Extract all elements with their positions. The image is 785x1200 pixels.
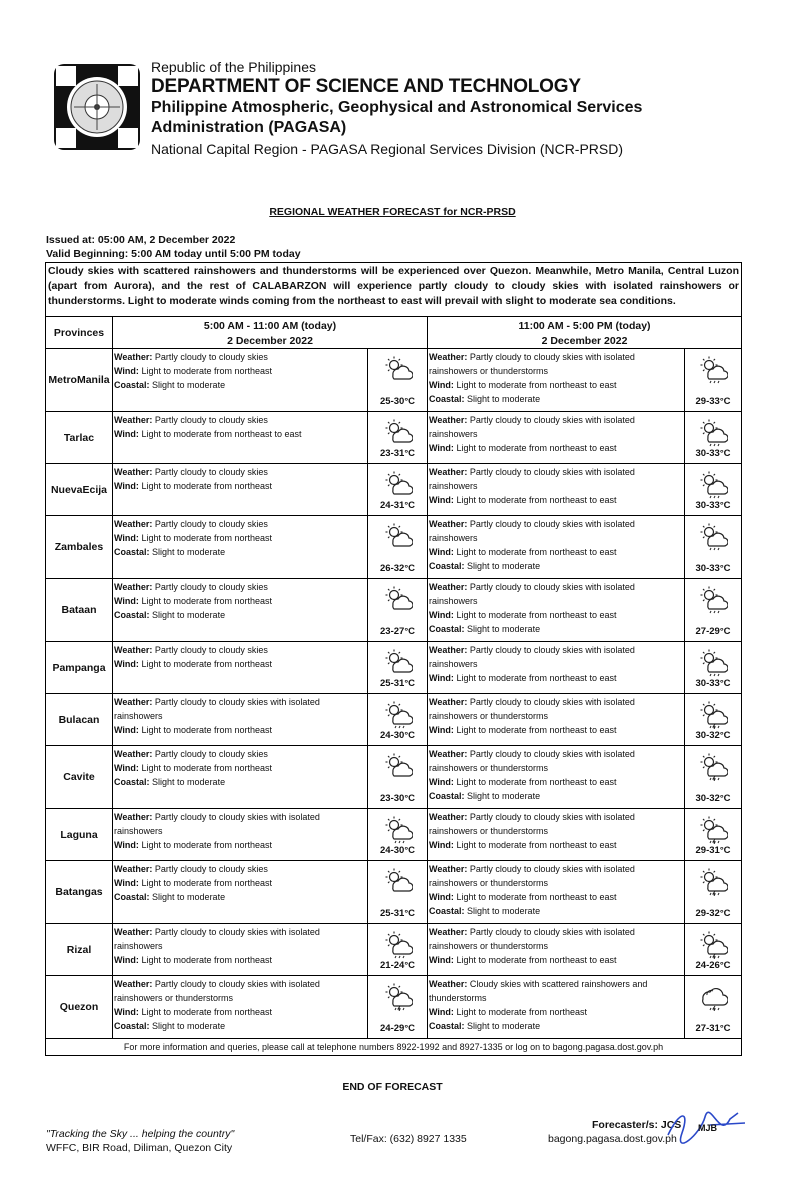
table-row <box>46 349 741 412</box>
province-name: Bulacan <box>46 694 113 745</box>
pm-forecast <box>428 516 685 578</box>
weather-label: Weather: <box>429 812 468 822</box>
coastal-text: Slight to moderate <box>467 561 541 571</box>
valid-period: Valid Beginning: 5:00 AM today until 5:00 PM today <box>46 248 301 260</box>
header-period-pm <box>428 317 741 348</box>
wind-text: Light to moderate from northeast <box>141 366 273 376</box>
end-of-forecast: END OF FORECAST <box>342 1081 443 1093</box>
am-forecast <box>113 976 368 1038</box>
weather-text: Partly cloudy to cloudy skies with isolated rainshowers or thunderstorms <box>429 749 635 773</box>
weather-label: Weather: <box>114 467 153 477</box>
pm-temperature: 30-32°C <box>695 793 731 804</box>
wind-text: Light to moderate from northeast to east <box>456 495 617 505</box>
partly-cloudy-rain-icon <box>698 417 728 447</box>
pm-forecast <box>428 809 685 860</box>
weather-text: Partly cloudy to cloudy skies with isolated rainshowers <box>429 415 635 439</box>
header-pm-date: 2 December 2022 <box>541 335 628 347</box>
table-row <box>46 809 741 861</box>
am-icon-cell <box>368 349 428 411</box>
weather-text: Partly cloudy to cloudy skies with isolated rainshowers <box>429 519 635 543</box>
pm-icon-cell <box>685 464 741 515</box>
weather-text: Partly cloudy to cloudy skies with isolated rainshowers or thunderstorms <box>429 927 635 951</box>
pm-temperature: 30-32°C <box>695 730 731 741</box>
wind-text: Light to moderate from northeast <box>141 725 273 735</box>
pm-forecast <box>428 924 685 975</box>
wind-label: Wind: <box>429 725 454 735</box>
coastal-text: Slight to moderate <box>467 791 541 801</box>
partly-cloudy-rain-icon <box>698 647 728 677</box>
weather-label: Weather: <box>114 812 153 822</box>
table-row <box>46 746 741 809</box>
wind-label: Wind: <box>429 443 454 453</box>
pm-temperature: 24-26°C <box>695 960 731 971</box>
am-temperature: 25-31°C <box>380 908 415 919</box>
wind-text: Light to moderate from northeast <box>141 955 273 965</box>
pm-temperature: 30-33°C <box>695 500 731 511</box>
coastal-text: Slight to moderate <box>152 777 226 787</box>
weather-text: Partly cloudy to cloudy skies <box>154 352 268 362</box>
table-row <box>46 976 741 1039</box>
wind-text: Light to moderate from northeast <box>141 596 273 606</box>
partly-cloudy-icon <box>383 584 413 614</box>
header-agency-line2: Administration (PAGASA) <box>151 119 347 136</box>
wind-text: Light to moderate from northeast to east <box>141 429 302 439</box>
weather-label: Weather: <box>429 352 468 362</box>
partly-cloudy-icon <box>383 751 413 781</box>
wind-label: Wind: <box>429 610 454 620</box>
pm-icon-cell <box>685 746 741 808</box>
wind-label: Wind: <box>429 840 454 850</box>
weather-text: Partly cloudy to cloudy skies with isolated rainshowers <box>114 697 320 721</box>
wind-text: Light to moderate from northeast <box>141 840 273 850</box>
wind-text: Light to moderate from northeast <box>141 878 273 888</box>
weather-label: Weather: <box>114 519 153 529</box>
weather-text: Partly cloudy to cloudy skies <box>154 467 268 477</box>
wind-label: Wind: <box>114 429 139 439</box>
wind-text: Light to moderate from northeast <box>456 1007 588 1017</box>
partly-cloudy-rain-icon <box>383 699 413 729</box>
pm-temperature: 27-31°C <box>695 1023 731 1034</box>
pm-temperature: 29-32°C <box>695 908 731 919</box>
pm-forecast <box>428 642 685 693</box>
coastal-label: Coastal: <box>429 394 465 404</box>
wind-label: Wind: <box>429 1007 454 1017</box>
partly-cloudy-rain-icon <box>698 469 728 499</box>
weather-text: Partly cloudy to cloudy skies with isolated rainshowers <box>114 927 320 951</box>
am-icon-cell <box>368 412 428 463</box>
am-icon-cell <box>368 976 428 1038</box>
table-row <box>46 694 741 746</box>
pm-forecast <box>428 694 685 745</box>
header-am-time: 5:00 AM - 11:00 AM (today) <box>203 320 337 332</box>
weather-label: Weather: <box>114 645 153 655</box>
header-am-date: 2 December 2022 <box>227 335 313 347</box>
weather-text: Partly cloudy to cloudy skies with isolated rainshowers <box>429 467 635 491</box>
coastal-label: Coastal: <box>429 791 465 801</box>
wind-text: Light to moderate from northeast to east <box>456 610 617 620</box>
coastal-label: Coastal: <box>429 624 465 634</box>
weather-text: Partly cloudy to cloudy skies with isolated rainshowers <box>114 812 320 836</box>
am-icon-cell <box>368 861 428 923</box>
pm-forecast <box>428 976 685 1038</box>
wind-label: Wind: <box>429 495 454 505</box>
header-pm-time: 11:00 AM - 5:00 PM (today) <box>518 320 651 332</box>
coastal-label: Coastal: <box>429 906 465 916</box>
am-temperature: 26-32°C <box>380 563 415 574</box>
wind-label: Wind: <box>429 547 454 557</box>
weather-label: Weather: <box>429 979 468 989</box>
am-icon-cell <box>368 516 428 578</box>
pm-icon-cell <box>685 642 741 693</box>
weather-label: Weather: <box>429 519 468 529</box>
pm-icon-cell <box>685 809 741 860</box>
am-temperature: 25-30°C <box>380 396 415 407</box>
pm-forecast <box>428 464 685 515</box>
coastal-label: Coastal: <box>114 380 150 390</box>
pm-temperature: 29-33°C <box>695 396 731 407</box>
coastal-text: Slight to moderate <box>467 906 541 916</box>
am-temperature: 24-30°C <box>380 730 415 741</box>
address: WFFC, BIR Road, Diliman, Quezon City <box>46 1142 233 1154</box>
pm-temperature: 27-29°C <box>695 626 731 637</box>
header-agency-line1: Philippine Atmospheric, Geophysical and Astronomical Services <box>151 99 643 116</box>
partly-cloudy-rain-icon <box>698 584 728 614</box>
wind-label: Wind: <box>429 955 454 965</box>
pm-icon-cell <box>685 349 741 411</box>
partly-cloudy-rain-icon <box>698 354 728 384</box>
pm-icon-cell <box>685 694 741 745</box>
weather-text: Partly cloudy to cloudy skies with isolated rainshowers or thunderstorms <box>114 979 320 1003</box>
table-row <box>46 861 741 924</box>
weather-label: Weather: <box>114 927 153 937</box>
wind-text: Light to moderate from northeast <box>141 763 273 773</box>
am-temperature: 24-30°C <box>380 845 415 856</box>
weather-text: Partly cloudy to cloudy skies with isolated rainshowers or thunderstorms <box>429 812 635 836</box>
table-row <box>46 516 741 579</box>
weather-label: Weather: <box>114 979 153 989</box>
am-temperature: 23-27°C <box>380 626 415 637</box>
weather-label: Weather: <box>429 467 468 477</box>
signature-image <box>660 1105 750 1145</box>
am-icon-cell <box>368 642 428 693</box>
weather-label: Weather: <box>429 864 468 874</box>
am-temperature: 23-31°C <box>380 448 415 459</box>
am-forecast <box>113 349 368 411</box>
header-provinces: Provinces <box>46 317 113 348</box>
header-republic: Republic of the Philippines <box>151 59 316 75</box>
coastal-label: Coastal: <box>114 610 150 620</box>
weather-label: Weather: <box>429 927 468 937</box>
am-forecast <box>113 746 368 808</box>
am-forecast <box>113 694 368 745</box>
province-name: MetroManila <box>46 349 113 411</box>
weather-label: Weather: <box>114 415 153 425</box>
contact-info: For more information and queries, please call at telephone numbers 8922-1992 and 8927-1335 or log on to bagong.pagasa.dost.gov.ph <box>123 1042 664 1052</box>
motto: "Tracking the Sky ... helping the country" <box>46 1128 235 1140</box>
pm-icon-cell <box>685 579 741 641</box>
forecast-table <box>45 262 742 1056</box>
table-header <box>46 317 741 349</box>
table-row <box>46 924 741 976</box>
wind-label: Wind: <box>114 763 139 773</box>
cloudy-storm-icon <box>698 981 728 1011</box>
coastal-label: Coastal: <box>114 892 150 902</box>
partly-cloudy-storm-icon <box>698 699 728 729</box>
weather-text: Partly cloudy to cloudy skies <box>154 519 268 529</box>
wind-label: Wind: <box>114 878 139 888</box>
issue-info <box>46 233 301 261</box>
wind-label: Wind: <box>114 533 139 543</box>
weather-label: Weather: <box>429 415 468 425</box>
forecast-summary: Cloudy skies with scattered rainshowers and thunderstorms will be experienced over Quezon. Meanwhile, Metro Manila, Central Luzon (apart from Aurora), and the rest of CALABARZON will experience partly cloudy to cloudy skies with isolated rainshowers or thunderstorms. Light to moderate winds coming from the northeast to east will prevail with slight to moderate sea conditions. <box>46 263 741 317</box>
pm-icon-cell <box>685 976 741 1038</box>
wind-label: Wind: <box>114 840 139 850</box>
am-icon-cell <box>368 464 428 515</box>
wind-text: Light to moderate from northeast to east <box>456 673 617 683</box>
weather-text: Partly cloudy to cloudy skies <box>154 582 268 592</box>
weather-label: Weather: <box>114 697 153 707</box>
letterhead <box>151 58 771 159</box>
pm-forecast <box>428 861 685 923</box>
am-forecast <box>113 516 368 578</box>
am-icon-cell <box>368 579 428 641</box>
wind-text: Light to moderate from northeast to east <box>456 840 617 850</box>
pm-forecast <box>428 349 685 411</box>
pm-forecast <box>428 746 685 808</box>
forecaster: Forecaster/s: JCS <box>592 1119 682 1131</box>
wind-text: Light to moderate from northeast <box>141 659 273 669</box>
partly-cloudy-rain-icon <box>383 929 413 959</box>
wind-label: Wind: <box>114 366 139 376</box>
am-icon-cell <box>368 746 428 808</box>
wind-label: Wind: <box>114 725 139 735</box>
coastal-label: Coastal: <box>429 1021 465 1031</box>
website: bagong.pagasa.dost.gov.ph <box>548 1133 677 1145</box>
am-forecast <box>113 412 368 463</box>
document-title: REGIONAL WEATHER FORECAST for NCR-PRSD <box>269 206 516 218</box>
coastal-text: Slight to moderate <box>152 1021 226 1031</box>
weather-label: Weather: <box>114 864 153 874</box>
pm-icon-cell <box>685 861 741 923</box>
coastal-label: Coastal: <box>114 777 150 787</box>
header-period-am <box>113 317 428 348</box>
coastal-label: Coastal: <box>114 1021 150 1031</box>
wind-text: Light to moderate from northeast <box>141 1007 273 1017</box>
partly-cloudy-storm-icon <box>698 814 728 844</box>
wind-label: Wind: <box>429 892 454 902</box>
weather-text: Partly cloudy to cloudy skies with isolated rainshowers or thunderstorms <box>429 864 635 888</box>
table-row <box>46 579 741 642</box>
issued-at: Issued at: 05:00 AM, 2 December 2022 <box>46 234 236 246</box>
province-name: Batangas <box>46 861 113 923</box>
wind-text: Light to moderate from northeast to east <box>456 443 617 453</box>
coastal-text: Slight to moderate <box>152 380 226 390</box>
province-name: Cavite <box>46 746 113 808</box>
province-name: Laguna <box>46 809 113 860</box>
header-division: National Capital Region - PAGASA Regional Services Division (NCR-PRSD) <box>151 141 624 157</box>
weather-label: Weather: <box>429 749 468 759</box>
weather-text: Partly cloudy to cloudy skies <box>154 645 268 655</box>
wind-label: Wind: <box>114 596 139 606</box>
weather-text: Partly cloudy to cloudy skies <box>154 864 268 874</box>
wind-text: Light to moderate from northeast to east <box>456 547 617 557</box>
pm-temperature: 29-31°C <box>695 845 731 856</box>
coastal-label: Coastal: <box>429 561 465 571</box>
pm-temperature: 30-33°C <box>695 448 731 459</box>
wind-text: Light to moderate from northeast to east <box>456 725 617 735</box>
coastal-label: Coastal: <box>114 547 150 557</box>
province-name: Pampanga <box>46 642 113 693</box>
partly-cloudy-storm-icon <box>698 929 728 959</box>
pm-icon-cell <box>685 412 741 463</box>
wind-label: Wind: <box>114 955 139 965</box>
province-name: Zambales <box>46 516 113 578</box>
partly-cloudy-icon <box>383 469 413 499</box>
table-row <box>46 412 741 464</box>
am-temperature: 23-30°C <box>380 793 415 804</box>
pm-forecast <box>428 579 685 641</box>
coastal-text: Slight to moderate <box>152 547 226 557</box>
province-name: NuevaEcija <box>46 464 113 515</box>
footer-address-block <box>46 1127 234 1155</box>
am-forecast <box>113 642 368 693</box>
weather-label: Weather: <box>429 582 468 592</box>
wind-label: Wind: <box>429 777 454 787</box>
weather-text: Partly cloudy to cloudy skies with isolated rainshowers or thunderstorms <box>429 697 635 721</box>
table-row <box>46 642 741 694</box>
am-forecast <box>113 809 368 860</box>
province-name: Quezon <box>46 976 113 1038</box>
pm-icon-cell <box>685 924 741 975</box>
coastal-text: Slight to moderate <box>467 624 541 634</box>
wind-label: Wind: <box>429 380 454 390</box>
wind-text: Light to moderate from northeast to east <box>456 380 617 390</box>
weather-text: Partly cloudy to cloudy skies with isolated rainshowers <box>429 645 635 669</box>
partly-cloudy-storm-icon <box>698 751 728 781</box>
province-name: Rizal <box>46 924 113 975</box>
province-name: Tarlac <box>46 412 113 463</box>
partly-cloudy-icon <box>383 417 413 447</box>
pagasa-logo <box>54 64 140 150</box>
weather-text: Cloudy skies with scattered rainshowers and thunderstorms <box>429 979 648 1003</box>
weather-label: Weather: <box>429 697 468 707</box>
telephone: Tel/Fax: (632) 8927 1335 <box>350 1133 467 1145</box>
am-icon-cell <box>368 809 428 860</box>
partly-cloudy-icon <box>383 866 413 896</box>
wind-label: Wind: <box>114 659 139 669</box>
am-temperature: 24-31°C <box>380 500 415 511</box>
pm-temperature: 30-33°C <box>695 678 731 689</box>
pm-icon-cell <box>685 516 741 578</box>
header-department: DEPARTMENT OF SCIENCE AND TECHNOLOGY <box>151 76 581 97</box>
partly-cloudy-storm-icon <box>383 981 413 1011</box>
wind-label: Wind: <box>114 481 139 491</box>
wind-text: Light to moderate from northeast <box>141 533 273 543</box>
province-name: Bataan <box>46 579 113 641</box>
partly-cloudy-icon <box>383 354 413 384</box>
partly-cloudy-icon <box>383 521 413 551</box>
table-row <box>46 464 741 516</box>
am-forecast <box>113 579 368 641</box>
wind-label: Wind: <box>114 1007 139 1017</box>
wind-label: Wind: <box>429 673 454 683</box>
coastal-text: Slight to moderate <box>152 892 226 902</box>
am-icon-cell <box>368 924 428 975</box>
coastal-text: Slight to moderate <box>467 1021 541 1031</box>
coastal-text: Slight to moderate <box>467 394 541 404</box>
weather-text: Partly cloudy to cloudy skies <box>154 415 268 425</box>
am-forecast <box>113 464 368 515</box>
am-forecast <box>113 924 368 975</box>
am-forecast <box>113 861 368 923</box>
wind-text: Light to moderate from northeast to east <box>456 777 617 787</box>
partly-cloudy-rain-icon <box>383 814 413 844</box>
partly-cloudy-icon <box>383 647 413 677</box>
wind-text: Light to moderate from northeast <box>141 481 273 491</box>
weather-label: Weather: <box>429 645 468 655</box>
coastal-text: Slight to moderate <box>152 610 226 620</box>
weather-text: Partly cloudy to cloudy skies with isolated rainshowers or thunderstorms <box>429 352 635 376</box>
am-temperature: 25-31°C <box>380 678 415 689</box>
pm-forecast <box>428 412 685 463</box>
weather-text: Partly cloudy to cloudy skies with isolated rainshowers <box>429 582 635 606</box>
am-temperature: 21-24°C <box>380 960 415 971</box>
weather-label: Weather: <box>114 352 153 362</box>
partly-cloudy-rain-icon <box>698 521 728 551</box>
weather-label: Weather: <box>114 749 153 759</box>
am-icon-cell <box>368 694 428 745</box>
pm-temperature: 30-33°C <box>695 563 731 574</box>
weather-text: Partly cloudy to cloudy skies <box>154 749 268 759</box>
partly-cloudy-storm-icon <box>698 866 728 896</box>
am-temperature: 24-29°C <box>380 1023 415 1034</box>
weather-label: Weather: <box>114 582 153 592</box>
wind-text: Light to moderate from northeast to east <box>456 892 617 902</box>
svg-text:MJB: MJB <box>698 1123 718 1133</box>
wind-text: Light to moderate from northeast to east <box>456 955 617 965</box>
